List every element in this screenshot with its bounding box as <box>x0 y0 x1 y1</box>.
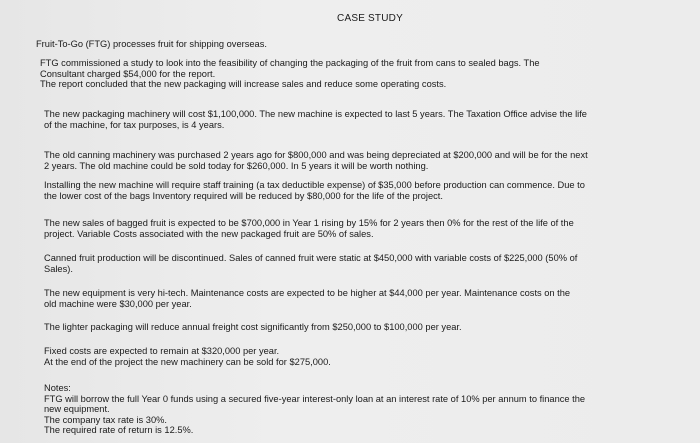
paragraph-freight: The lighter packaging will reduce annual freight cost significantly from $250,000 to $100,000 per year. <box>44 322 462 332</box>
paragraph-fixed-costs: Fixed costs are expected to remain at $320,000 per year. At the end of the project the new machinery can be sold for $275,000. <box>44 346 331 367</box>
paragraph-canned-sales: Canned fruit production will be discontinued. Sales of canned fruit were static at $450,000 with variable costs of $225,000 (50% of Sales). <box>44 253 578 274</box>
paragraph-old-machinery: The old canning machinery was purchased 2 years ago for $800,000 and was being depreciated at $200,000 and will be for the next 2 years. The old machine could be sold today for $260,000. In 5 years it will be worth nothing. <box>44 150 588 171</box>
intro-paragraph: Fruit-To-Go (FTG) processes fruit for shipping overseas. <box>36 39 267 49</box>
page-title: CASE STUDY <box>337 13 403 24</box>
paragraph-new-sales: The new sales of bagged fruit is expected to be $700,000 in Year 1 rising by 15% for 2 years then 0% for the rest of the life of the project. Variable Costs associated with the new packaged fruit are 50% of sales. <box>44 218 574 239</box>
paragraph-new-machinery: The new packaging machinery will cost $1,100,000. The new machine is expected to last 5 years. The Taxation Office advise the life of the machine, for tax purposes, is 4 years. <box>44 109 587 130</box>
paragraph-maintenance: The new equipment is very hi-tech. Maintenance costs are expected to be higher at $44,000 per year. Maintenance costs on the old machine were $30,000 per year. <box>44 288 571 309</box>
paragraph-feasibility-study: FTG commissioned a study to look into the feasibility of changing the packaging of the fruit from cans to sealed bags. The Consultant charged $54,000 for the report. The report concluded that the new packaging will increase sales and reduce some operating costs. <box>40 58 540 90</box>
paragraph-notes: Notes: FTG will borrow the full Year 0 funds using a secured five-year interest-only loan at an interest rate of 10% per annum to finance the new equipment. The company tax rate is 30%. The required rate of return is 12.5%. <box>44 383 586 436</box>
paragraph-training-inventory: Installing the new machine will require staff training (a tax deductible expense) of $35,000 before production can commence. Due to the lower cost of the bags Inventory required will be reduced by $80,000 for the life of the project. <box>44 180 585 201</box>
